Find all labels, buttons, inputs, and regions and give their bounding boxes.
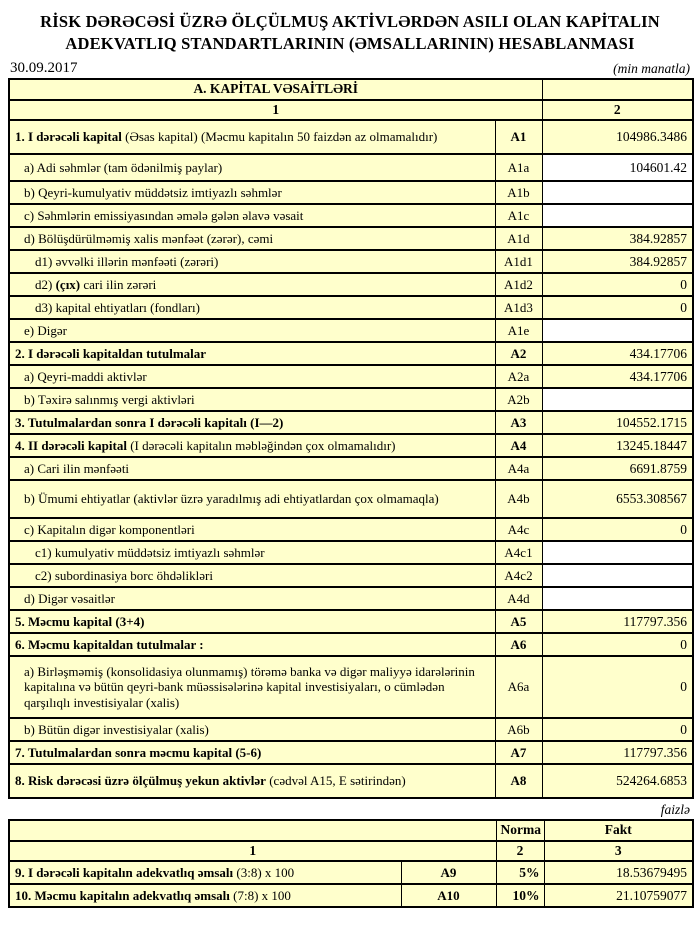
row-code: A4a (495, 457, 542, 480)
table-row-A7 (9, 741, 693, 764)
table-row-A4d (9, 587, 693, 610)
table-row-A4b (9, 480, 693, 518)
label-bold: 4. II dərəcəli kapital (15, 437, 127, 453)
row-label (9, 227, 495, 250)
row-label (9, 564, 495, 587)
row-code: A1c (495, 204, 542, 227)
label-rest: d3) kapital ehtiyatları (fondları) (35, 299, 200, 315)
column-header-norma: Norma (496, 820, 544, 840)
row-code: A1d1 (495, 250, 542, 273)
row-code: A5 (495, 610, 542, 633)
label-pre: d2) (35, 276, 56, 292)
label-rest: c) Səhmlərin emissiyasından əmələ gələn əlavə vəsait (24, 207, 304, 223)
label-bold: 3. Tutulmalardan sonra I dərəcəli kapitalı (I—2) (15, 414, 284, 430)
row-label (9, 388, 495, 411)
row-label (9, 480, 495, 518)
row-code: A4c (495, 518, 542, 541)
row-code: A6 (495, 633, 542, 656)
norma-fakt-header-row (9, 820, 693, 840)
row-label (9, 434, 495, 457)
row-code: A1d2 (495, 273, 542, 296)
row-label (9, 656, 495, 718)
label-rest: c1) kumulyativ müddətsiz imtiyazlı səhmlər (35, 544, 265, 560)
unit-note-min-manat: (min manatla) (613, 60, 690, 76)
row-label (9, 120, 495, 154)
label-rest: c) Kapitalın digər komponentləri (24, 521, 195, 537)
row-code: A4c1 (495, 541, 542, 564)
table-row-A1a (9, 154, 693, 181)
column-header-2: 2 (496, 841, 544, 861)
row-label (9, 861, 401, 884)
label-rest: b) Bütün digər investisiyalar (xalis) (24, 721, 209, 737)
table-row-A6b (9, 718, 693, 741)
column-number-row (9, 100, 693, 120)
row-code: A1a (495, 154, 542, 181)
column-header-1: 1 (9, 841, 496, 861)
row-label (9, 319, 495, 342)
row-label (9, 181, 495, 204)
row-label (9, 250, 495, 273)
table-row-A4c1 (9, 541, 693, 564)
table-row-A1e (9, 319, 693, 342)
label-bold: 9. I dərəcəli kapitalın adekvatlıq əmsalı (15, 864, 234, 880)
label-rest: c2) subordinasiya borc öhdəlikləri (35, 567, 213, 583)
label-bold: 8. Risk dərəcəsi üzrə ölçülmuş yekun aktivlər (15, 773, 266, 789)
table-row-A2 (9, 342, 693, 365)
column-header-2: 2 (542, 100, 693, 120)
row-code: A1e (495, 319, 542, 342)
row-code: A1 (495, 120, 542, 154)
row-value: 104986.3486 (542, 120, 693, 154)
label-rest: (3:8) x 100 (233, 864, 295, 880)
row-label (9, 884, 401, 907)
row-norma-value: 5% (496, 861, 544, 884)
table-row-A1d1 (9, 250, 693, 273)
table-row-A5 (9, 610, 693, 633)
label-rest: a) Cari ilin mənfəəti (24, 460, 130, 476)
row-code: A7 (495, 741, 542, 764)
row-value: 6691.8759 (542, 457, 693, 480)
row-value (542, 541, 693, 564)
row-fakt-value: 21.10759077 (544, 884, 693, 907)
table-row-A1c (9, 204, 693, 227)
label-rest: (Əsas kapital) (Məcmu kapitalın 50 faizdən az olmamalıdır) (121, 129, 438, 145)
header-spacer (9, 820, 496, 840)
row-code: A8 (495, 764, 542, 798)
row-code: A6b (495, 718, 542, 741)
table-row-A1d (9, 227, 693, 250)
table-row-A2b (9, 388, 693, 411)
table-row-A4c (9, 518, 693, 541)
table-row-A6a (9, 656, 693, 718)
meta-row (8, 60, 692, 77)
table-row-A10 (9, 884, 693, 907)
row-value: 0 (542, 718, 693, 741)
label-bold: 5. Məcmu kapital (3+4) (15, 613, 145, 629)
row-label (9, 587, 495, 610)
row-label (9, 296, 495, 319)
row-value: 0 (542, 273, 693, 296)
label-bold: 7. Tutulmalardan sonra məcmu kapital (5-6) (15, 744, 262, 760)
row-value: 6553.308567 (542, 480, 693, 518)
row-label (9, 273, 495, 296)
row-code: A1b (495, 181, 542, 204)
row-label (9, 411, 495, 434)
label-rest: e) Digər (24, 322, 67, 338)
row-label (9, 518, 495, 541)
label-rest: a) Adi səhmlər (tam ödənilmiş paylar) (24, 159, 223, 175)
table-row-A3 (9, 411, 693, 434)
row-label (9, 764, 495, 798)
label-bold: (çıx) (55, 276, 81, 292)
row-value (542, 204, 693, 227)
unit-note-faizle: faizlə (660, 802, 690, 818)
table-row-A1d3 (9, 296, 693, 319)
table-row-A4c2 (9, 564, 693, 587)
label-bold: 1. I dərəcəli kapital (15, 129, 122, 145)
label-rest: d) Digər vəsaitlər (24, 590, 115, 606)
report-date: 30.09.2017 (10, 59, 78, 76)
row-code: A2 (495, 342, 542, 365)
row-value: 104552.1715 (542, 411, 693, 434)
row-value (542, 319, 693, 342)
section-title: A. KAPİTAL VƏSAİTLƏRİ (9, 79, 542, 100)
report-page (0, 11, 700, 908)
row-label (9, 204, 495, 227)
row-value (542, 181, 693, 204)
row-code: A1d3 (495, 296, 542, 319)
page-title: RİSK DƏRƏCƏSİ ÜZRƏ ÖLÇÜLMUŞ AKTİVLƏRDƏN ASILI OLAN KAPİTALIN ADEKVATLIQ STANDARTLARININ (ƏMSALLARININ) HESABLANMASI (40, 12, 660, 53)
row-label (9, 457, 495, 480)
row-value (542, 388, 693, 411)
column-header-3: 3 (544, 841, 693, 861)
label-rest: (I dərəcəli kapitalın məbləğindən çox olmamalıdır) (126, 437, 396, 453)
row-value (542, 564, 693, 587)
table-row-A2a (9, 365, 693, 388)
label-rest: a) Birləşməmiş (konsolidasiya olunmamış) törəmə banka və digər maliyyə idarələrinin kapitalına və bütün qeyri-bank müəssisələrinə kapital investisiyaları, o cümlədən qarşılıqlı investisiyalar (xalis) (24, 663, 475, 711)
label-rest: b) Ümumi ehtiyatlar (aktivlər üzrə yaradılmış adi ehtiyatlardan çox olmamaqla) (24, 491, 439, 507)
label-rest: d) Bölüşdürülməmiş xalis mənfəət (zərər), cəmi (24, 230, 274, 246)
row-fakt-value: 18.53679495 (544, 861, 693, 884)
label-rest: d1) əvvəlki illərin mənfəəti (zərəri) (35, 253, 219, 269)
table-row-A9 (9, 861, 693, 884)
row-code: A2a (495, 365, 542, 388)
row-code: A10 (401, 884, 496, 907)
row-value: 434.17706 (542, 342, 693, 365)
row-code: A1d (495, 227, 542, 250)
row-value: 524264.6853 (542, 764, 693, 798)
row-value: 434.17706 (542, 365, 693, 388)
label-rest: (cədvəl A15, E sətirindən) (265, 773, 406, 789)
label-rest: (7:8) x 100 (229, 887, 291, 903)
adequacy-ratio-table (8, 819, 694, 908)
label-rest: cari ilin zərəri (80, 276, 157, 292)
row-code: A3 (495, 411, 542, 434)
row-value: 0 (542, 518, 693, 541)
row-code: A2b (495, 388, 542, 411)
row-label (9, 718, 495, 741)
label-bold: 2. I dərəcəli kapitaldan tutulmalar (15, 345, 207, 361)
row-label (9, 610, 495, 633)
table-row-A8 (9, 764, 693, 798)
row-code: A6a (495, 656, 542, 718)
label-rest: a) Qeyri-maddi aktivlər (24, 368, 147, 384)
row-value: 384.92857 (542, 227, 693, 250)
row-value: 0 (542, 296, 693, 319)
table-row-A1b (9, 181, 693, 204)
row-label (9, 342, 495, 365)
table-row-A1 (9, 120, 693, 154)
row-code: A4d (495, 587, 542, 610)
row-value: 0 (542, 656, 693, 718)
row-value: 117797.356 (542, 610, 693, 633)
label-bold: 6. Məcmu kapitaldan tutulmalar : (15, 636, 204, 652)
row-value: 117797.356 (542, 741, 693, 764)
row-code: A4c2 (495, 564, 542, 587)
row-value (542, 587, 693, 610)
row-value: 0 (542, 633, 693, 656)
label-rest: b) Təxirə salınmış vergi aktivləri (24, 391, 195, 407)
column-number-row (9, 841, 693, 861)
table-row-A4 (9, 434, 693, 457)
column-header-1: 1 (9, 100, 542, 120)
row-label (9, 365, 495, 388)
section-header-row (9, 79, 693, 100)
row-norma-value: 10% (496, 884, 544, 907)
row-code: A4b (495, 480, 542, 518)
row-label (9, 154, 495, 181)
label-rest: b) Qeyri-kumulyativ müddətsiz imtiyazlı səhmlər (24, 184, 282, 200)
row-label (9, 541, 495, 564)
row-value: 104601.42 (542, 154, 693, 181)
row-code: A9 (401, 861, 496, 884)
row-label (9, 633, 495, 656)
table-row-A4a (9, 457, 693, 480)
row-label (9, 741, 495, 764)
row-value: 13245.18447 (542, 434, 693, 457)
table-row-A6 (9, 633, 693, 656)
row-code: A4 (495, 434, 542, 457)
row-value: 384.92857 (542, 250, 693, 273)
table-row-A1d2 (9, 273, 693, 296)
section-header-spacer (542, 79, 693, 100)
capital-funds-table (8, 78, 694, 799)
column-header-fakt: Fakt (544, 820, 693, 840)
label-bold: 10. Məcmu kapitalın adekvatlıq əmsalı (15, 887, 230, 903)
